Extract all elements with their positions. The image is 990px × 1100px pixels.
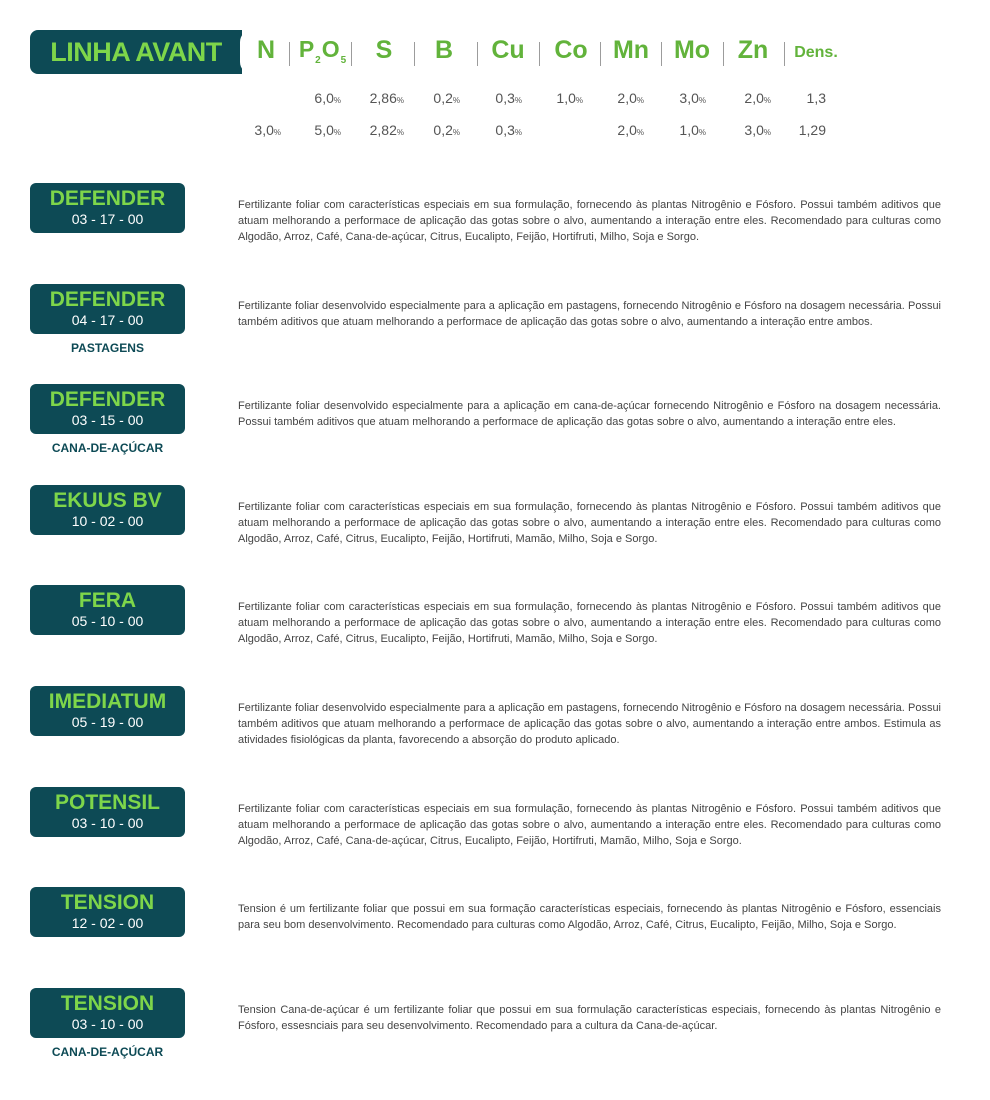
product-description: Fertilizante foliar com características especiais em sua formulação, fornecendo às plantas Nitrogênio e Fósforo. Possui também aditivos que atuam melhorando a performace de aplicação das gotas sobre o alvo, aumentando a interação entre eles. Recomendado para culturas como Algodão, Arroz, Café, Citrus, Eucalipto, Feijão, Hortifruti, Mamão, Milho, Soja e Sorgo. <box>238 501 941 545</box>
element-zn: Zn <box>737 36 769 64</box>
percent-unit: % <box>514 128 522 137</box>
composition-value <box>646 122 706 138</box>
divider <box>289 42 290 66</box>
product-description: Fertilizante foliar desenvolvido especialmente para a aplicação em pastagens, fornecendo Nitrogênio e Fósforo na dosagem necessária. Possui também aditivos que atuam melhorando a performace de aplicação das gotas sobre o alvo, aumentando a interação entre ambos. <box>238 300 941 328</box>
divider <box>784 42 785 66</box>
composition-value <box>584 122 644 138</box>
product-tag: CANA-DE-AÇÚCAR <box>51 441 164 455</box>
composition-value <box>711 122 771 138</box>
composition-number: 1,0 <box>679 122 699 138</box>
composition-value <box>400 122 460 138</box>
percent-unit: % <box>763 128 771 137</box>
composition-number: 1,29 <box>798 122 826 138</box>
product-formula: 10 - 02 - 00 <box>71 513 144 529</box>
percent-unit: % <box>514 96 522 105</box>
line-title: LINHA AVANT <box>30 30 242 74</box>
composition-value <box>523 90 583 106</box>
product-name: DEFENDER <box>49 388 166 411</box>
divider <box>477 42 478 66</box>
element-p2o5: $P_2O_5$ <box>298 36 347 66</box>
composition-number: 0,3 <box>495 90 515 106</box>
composition-value <box>221 122 281 138</box>
element-b: B <box>434 36 454 64</box>
composition-number: 0,3 <box>495 122 515 138</box>
composition-number: 2,82 <box>369 122 397 138</box>
percent-unit: % <box>452 96 460 105</box>
product-description: Tension Cana-de-açúcar é um fertilizante foliar que possui em sua formulação características especiais, fornecendo às plantas Nitrogênio e Fósforo, essesnciais para seu desenvolvimento. Recomendado para a cultura da Cana-de-açúcar. <box>238 1004 941 1032</box>
product-badge <box>30 585 185 635</box>
product-formula: 05 - 10 - 00 <box>71 613 144 629</box>
composition-number: 0,2 <box>433 90 453 106</box>
divider <box>723 42 724 66</box>
composition-value <box>281 122 341 138</box>
product-formula: 04 - 17 - 00 <box>71 312 144 328</box>
percent-unit: % <box>396 96 404 105</box>
composition-number: 3,0 <box>744 122 764 138</box>
composition-number: 3,0 <box>254 122 274 138</box>
composition-value <box>281 90 341 106</box>
product-name: TENSION <box>60 891 155 914</box>
composition-number: 1,0 <box>556 90 576 106</box>
percent-unit: % <box>333 128 341 137</box>
percent-unit: % <box>698 128 706 137</box>
product-description: Fertilizante foliar com características especiais em sua formulação, fornecendo às plantas Nitrogênio e Fósforo. Possui também aditivos que atuam melhorando a performace de aplicação das gotas sobre o alvo, aumentando a interação entre eles. Recomendado para culturas como Algodão, Arroz, Café, Cana-de-açúcar, Citrus, Eucalipto, Feijão, Hortifruti, Milho, Soja e Sorgo. <box>238 199 941 243</box>
product-badge <box>30 787 185 837</box>
composition-value <box>344 122 404 138</box>
composition-number: 2,0 <box>744 90 764 106</box>
element-mo: Mo <box>673 36 711 64</box>
product-badge <box>30 686 185 736</box>
element-s: S <box>375 36 393 64</box>
product-badge <box>30 384 185 434</box>
product-badge <box>30 988 185 1038</box>
product-description: Fertilizante foliar com características especiais em sua formulação, fornecendo às plantas Nitrogênio e Fósforo. Possui também aditivos que atuam melhorando a performace de aplicação das gotas sobre o alvo, aumentando a interação entre eles. Recomendado para culturas como Algodão, Arroz, Café, Cana-de-açúcar, Citrus, Eucalipto, Feijão, Hortifruti, Mamão, Milho, Soja e Sorgo. <box>238 803 941 847</box>
element-co: Co <box>554 36 588 64</box>
product-formula: 03 - 10 - 00 <box>71 1016 144 1032</box>
element-mn: Mn <box>612 36 650 64</box>
product-badge <box>30 485 185 535</box>
percent-unit: % <box>698 96 706 105</box>
element-density: Dens. <box>794 44 838 61</box>
product-description: Fertilizante foliar com características especiais em sua formulação, fornecendo às plantas Nitrogênio e Fósforo. Possui também aditivos que atuam melhorando a performace de aplicação das gotas sobre o alvo, aumentando a interação entre eles. Recomendado para culturas como Algodão, Arroz, Café, Citrus, Eucalipto, Feijão, Hortifruti, Mamão, Milho, Soja e Sorgo. <box>238 601 941 645</box>
product-name: FERA <box>78 589 137 612</box>
percent-unit: % <box>452 128 460 137</box>
composition-number: 6,0 <box>314 90 334 106</box>
element-n: N <box>256 36 276 64</box>
product-badge <box>30 284 185 334</box>
composition-value <box>344 90 404 106</box>
element-cu: Cu <box>491 36 525 64</box>
product-description: Fertilizante foliar desenvolvido especialmente para a aplicação em pastagens, fornecendo Nitrogênio e Fósforo na dosagem necessária. Possui também aditivos que atuam melhorando a performace de aplicação das gotas sobre o alvo, aumentando a interação entre ambos. Estimula as atividades fisiológicas da planta, favorecendo a absorção do produto aplicado. <box>238 702 941 746</box>
composition-value <box>584 90 644 106</box>
percent-unit: % <box>396 128 404 137</box>
composition-number: 2,0 <box>617 122 637 138</box>
composition-value <box>711 90 771 106</box>
product-description: Tension é um fertilizante foliar que possui em sua formação características especiais, fornecendo às plantas Nitrogênio e Fósforo, essenciais para seu bom desenvolvimento. Recomendado para culturas como Algodão, Arroz, Café, Citrus, Eucalipto, Feijão, Milho, Soja e Sorgo. <box>238 903 941 931</box>
product-badge <box>30 887 185 937</box>
product-name: DEFENDER <box>49 187 166 210</box>
percent-unit: % <box>333 96 341 105</box>
percent-unit: % <box>273 128 281 137</box>
composition-value <box>462 90 522 106</box>
product-formula: 03 - 15 - 00 <box>71 412 144 428</box>
composition-number: 1,3 <box>806 90 826 106</box>
product-name: EKUUS BV <box>53 489 162 512</box>
percent-unit: % <box>575 96 583 105</box>
divider <box>661 42 662 66</box>
product-name: DEFENDER <box>49 288 166 311</box>
composition-value <box>763 90 826 106</box>
product-formula: 12 - 02 - 00 <box>71 915 144 931</box>
product-formula: 03 - 17 - 00 <box>71 211 144 227</box>
divider <box>351 42 352 66</box>
composition-number: 5,0 <box>314 122 334 138</box>
product-formula: 05 - 19 - 00 <box>71 714 144 730</box>
product-name: TENSION <box>60 992 155 1015</box>
percent-unit: % <box>636 96 644 105</box>
composition-value <box>646 90 706 106</box>
composition-number: 2,86 <box>369 90 397 106</box>
divider <box>600 42 601 66</box>
product-name: POTENSIL <box>54 791 160 814</box>
composition-value <box>400 90 460 106</box>
product-badge <box>30 183 185 233</box>
product-name: IMEDIATUM <box>48 690 167 713</box>
percent-unit: % <box>763 96 771 105</box>
product-tag: PASTAGENS <box>71 341 144 355</box>
product-description: Fertilizante foliar desenvolvido especialmente para a aplicação em cana-de-açúcar fornecendo Nitrogênio e Fósforo na dosagem necessária. Possui também aditivos que atuam melhorando a performace de aplicação das gotas sobre o alvo, aumentando a interação entre eles. <box>238 400 941 428</box>
composition-number: 3,0 <box>679 90 699 106</box>
percent-unit: % <box>636 128 644 137</box>
product-formula: 03 - 10 - 00 <box>71 815 144 831</box>
product-tag: CANA-DE-AÇÚCAR <box>51 1045 164 1059</box>
divider <box>539 42 540 66</box>
divider <box>414 42 415 66</box>
composition-value <box>462 122 522 138</box>
composition-number: 2,0 <box>617 90 637 106</box>
composition-value <box>763 122 826 138</box>
composition-number: 0,2 <box>433 122 453 138</box>
